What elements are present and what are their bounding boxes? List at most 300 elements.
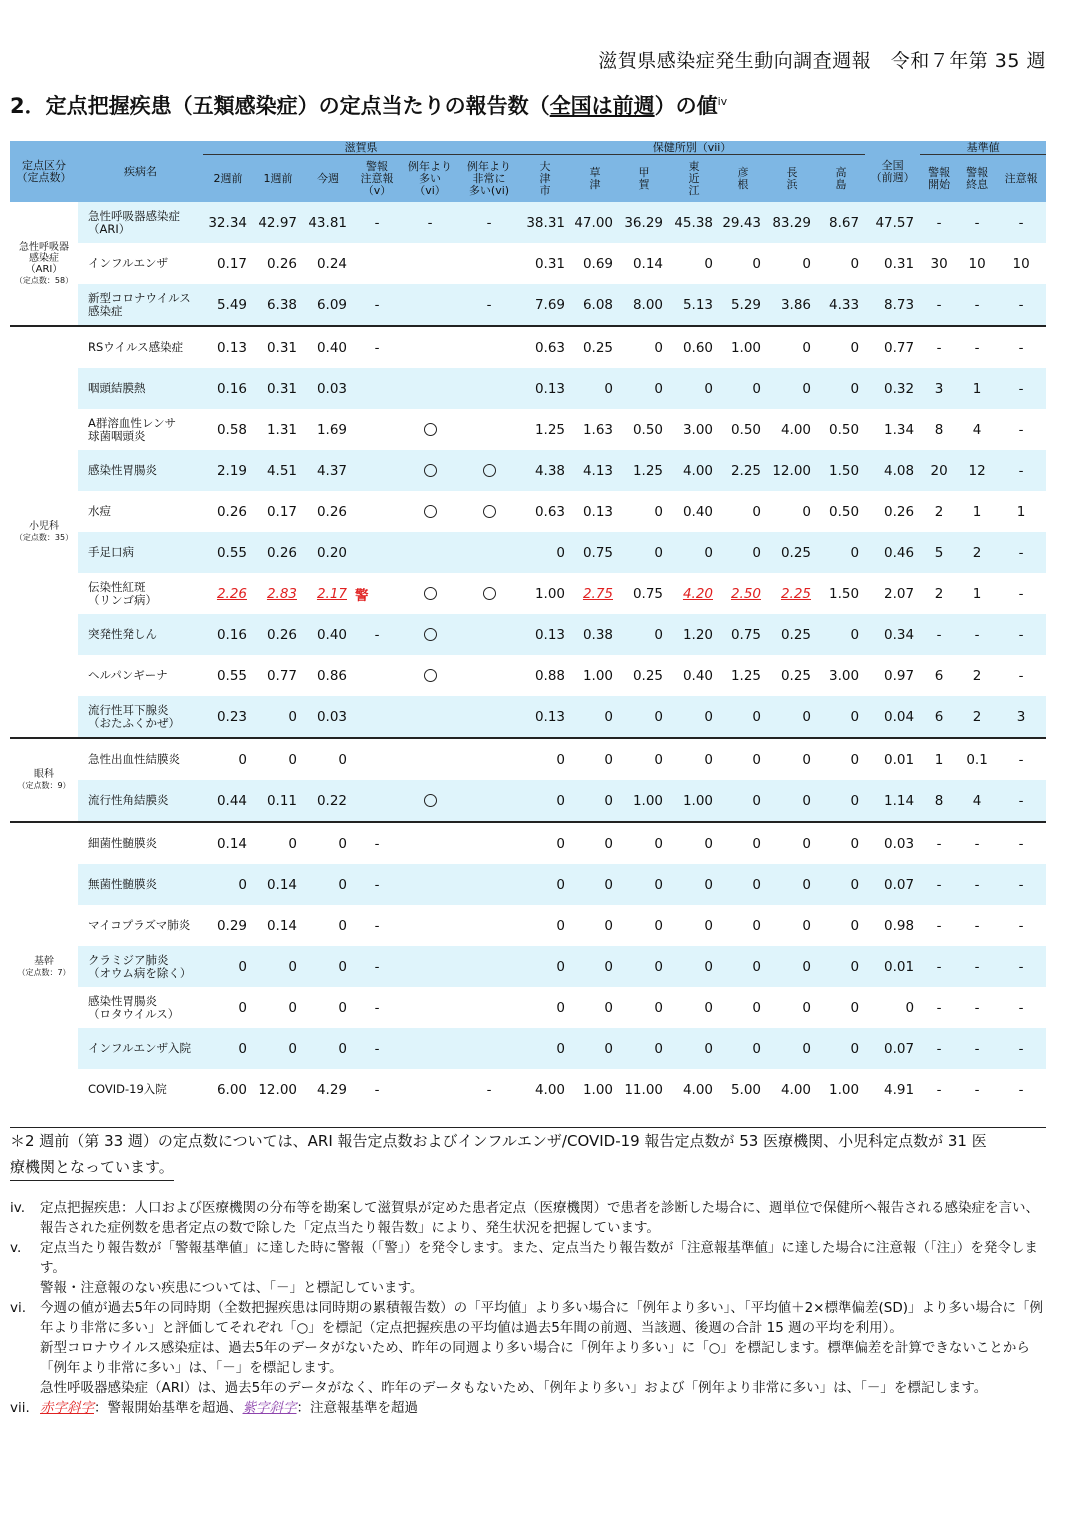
value-cell bbox=[996, 450, 1046, 491]
value-cell bbox=[353, 946, 401, 987]
value-cell bbox=[920, 614, 958, 655]
value-cell bbox=[865, 491, 920, 532]
value-cell bbox=[996, 905, 1046, 946]
value-cell bbox=[401, 987, 459, 1028]
value-cell bbox=[253, 1069, 303, 1110]
value-text: 0.25 bbox=[780, 544, 811, 561]
value-text: 10 bbox=[968, 255, 986, 272]
value-text: 0 bbox=[338, 917, 347, 934]
value-text: - bbox=[1018, 667, 1024, 684]
value-cell bbox=[203, 326, 253, 368]
value-text: 2.26 bbox=[216, 585, 247, 602]
value-cell bbox=[719, 655, 767, 696]
value-cell bbox=[253, 409, 303, 450]
value-text: 0.14 bbox=[632, 255, 663, 272]
value-cell bbox=[253, 822, 303, 864]
value-text: 0.14 bbox=[266, 917, 297, 934]
value-text: - bbox=[974, 626, 980, 643]
value-cell bbox=[920, 738, 958, 780]
value-text: 0.03 bbox=[316, 380, 347, 397]
header-disease: 疾病名 bbox=[78, 141, 203, 202]
value-cell bbox=[459, 1028, 519, 1069]
value-text: 1.00 bbox=[534, 585, 565, 602]
value-text: 1 bbox=[972, 503, 982, 520]
value-cell bbox=[719, 368, 767, 409]
value-text: 0.11 bbox=[266, 792, 297, 809]
disease-name: クラミジア肺炎 （オウム病を除く） bbox=[78, 946, 203, 987]
column-header-kusatsu: 草 津 bbox=[571, 155, 619, 203]
value-cell bbox=[920, 1069, 958, 1110]
value-text: 47.57 bbox=[875, 214, 915, 231]
value-text: - bbox=[1018, 462, 1024, 479]
value-cell bbox=[303, 780, 353, 822]
value-text: 0.14 bbox=[216, 835, 247, 852]
table-row bbox=[10, 655, 1046, 696]
value-cell bbox=[401, 284, 459, 326]
value-cell bbox=[865, 987, 920, 1028]
value-cell bbox=[571, 532, 619, 573]
value-cell bbox=[996, 696, 1046, 738]
value-text: 0 bbox=[654, 751, 663, 768]
value-cell bbox=[669, 202, 719, 243]
value-cell bbox=[353, 491, 401, 532]
value-cell bbox=[767, 987, 817, 1028]
value-text: 8.00 bbox=[632, 296, 663, 313]
value-text: 0 bbox=[654, 876, 663, 893]
value-cell bbox=[619, 1069, 669, 1110]
value-text: 0.13 bbox=[534, 380, 565, 397]
value-text: 0 bbox=[704, 999, 713, 1016]
value-cell bbox=[619, 450, 669, 491]
value-text: 0 bbox=[238, 958, 247, 975]
value-cell bbox=[303, 368, 353, 409]
legend-red-text: ：警報開始基準を超過、 bbox=[94, 1400, 243, 1416]
value-text: 0 bbox=[604, 917, 613, 934]
value-cell bbox=[571, 905, 619, 946]
circle-mark-icon bbox=[483, 587, 496, 600]
value-cell bbox=[865, 738, 920, 780]
value-cell bbox=[303, 696, 353, 738]
footnote-line1: ＊2 週前（第 33 週）の定点数については、ARI 報告定点数およびインフルエンザ/COVID-19 報告定点数が 53 医療機関、小児科定点数が 31 医 bbox=[10, 1132, 987, 1150]
value-text: - bbox=[974, 958, 980, 975]
value-text: 0 bbox=[752, 958, 761, 975]
value-text: 0.07 bbox=[884, 876, 915, 893]
circle-mark-icon bbox=[424, 464, 437, 477]
value-cell bbox=[253, 326, 303, 368]
value-text: 0.26 bbox=[316, 503, 347, 520]
value-text: 0 bbox=[338, 835, 347, 852]
value-cell bbox=[459, 987, 519, 1028]
value-cell bbox=[865, 614, 920, 655]
value-text: 0.13 bbox=[582, 503, 613, 520]
value-cell bbox=[401, 822, 459, 864]
value-cell bbox=[571, 202, 619, 243]
value-cell bbox=[996, 409, 1046, 450]
value-cell bbox=[619, 368, 669, 409]
value-text: 0 bbox=[752, 255, 761, 272]
value-text: 1.00 bbox=[730, 339, 761, 356]
value-cell bbox=[669, 946, 719, 987]
value-cell bbox=[920, 822, 958, 864]
value-cell bbox=[253, 573, 303, 614]
value-cell bbox=[865, 780, 920, 822]
column-header-more: 例年より 多い （vi） bbox=[401, 155, 459, 203]
value-text: - bbox=[936, 917, 942, 934]
value-cell bbox=[203, 905, 253, 946]
value-cell bbox=[353, 532, 401, 573]
value-cell bbox=[767, 202, 817, 243]
value-cell bbox=[817, 368, 865, 409]
disease-name: 急性呼吸器感染症 （ARI） bbox=[78, 202, 203, 243]
disease-name: インフルエンザ入院 bbox=[78, 1028, 203, 1069]
value-cell bbox=[353, 326, 401, 368]
value-cell bbox=[669, 987, 719, 1028]
value-cell bbox=[817, 409, 865, 450]
table-row bbox=[10, 202, 1046, 243]
value-cell bbox=[817, 202, 865, 243]
value-text: 4.00 bbox=[682, 1081, 713, 1098]
value-text: 0.17 bbox=[216, 255, 247, 272]
value-cell bbox=[203, 946, 253, 987]
value-cell bbox=[996, 738, 1046, 780]
value-text: 4.29 bbox=[316, 1081, 347, 1098]
value-cell bbox=[865, 450, 920, 491]
value-text: 30 bbox=[930, 255, 948, 272]
value-cell bbox=[817, 822, 865, 864]
value-cell bbox=[303, 284, 353, 326]
value-cell bbox=[767, 573, 817, 614]
circle-mark-icon bbox=[424, 423, 437, 436]
value-cell bbox=[619, 202, 669, 243]
value-text: 5 bbox=[934, 544, 944, 561]
value-cell bbox=[203, 409, 253, 450]
value-cell bbox=[253, 696, 303, 738]
value-cell bbox=[459, 738, 519, 780]
value-text: 0 bbox=[704, 835, 713, 852]
value-text: - bbox=[974, 835, 980, 852]
value-cell bbox=[669, 450, 719, 491]
value-cell bbox=[719, 202, 767, 243]
value-cell bbox=[996, 1069, 1046, 1110]
value-text: 0 bbox=[654, 503, 663, 520]
value-text: 12 bbox=[968, 462, 986, 479]
value-cell bbox=[817, 326, 865, 368]
value-text: 6.38 bbox=[266, 296, 297, 313]
value-cell bbox=[519, 532, 571, 573]
value-text: 0 bbox=[802, 876, 811, 893]
value-text: 1 bbox=[934, 751, 944, 768]
value-cell bbox=[719, 696, 767, 738]
value-text: 0 bbox=[556, 958, 565, 975]
value-text: - bbox=[374, 296, 380, 313]
value-text: 0 bbox=[604, 835, 613, 852]
value-text: 0 bbox=[604, 999, 613, 1016]
value-text: 1 bbox=[972, 585, 982, 602]
value-cell bbox=[958, 532, 996, 573]
value-cell bbox=[619, 905, 669, 946]
value-cell bbox=[571, 1069, 619, 1110]
value-cell bbox=[719, 532, 767, 573]
value-text: 1.50 bbox=[829, 585, 860, 602]
value-text: 0 bbox=[604, 708, 613, 725]
value-cell bbox=[817, 1069, 865, 1110]
value-cell bbox=[203, 450, 253, 491]
value-cell bbox=[669, 491, 719, 532]
value-cell bbox=[303, 491, 353, 532]
value-text: 2 bbox=[934, 503, 944, 520]
value-cell bbox=[303, 1028, 353, 1069]
value-cell bbox=[920, 202, 958, 243]
value-cell bbox=[817, 780, 865, 822]
value-text: 0 bbox=[288, 835, 297, 852]
value-cell bbox=[401, 491, 459, 532]
value-text: 1.00 bbox=[829, 1081, 860, 1098]
value-text: - bbox=[374, 626, 380, 643]
value-cell bbox=[459, 1069, 519, 1110]
value-cell bbox=[719, 284, 767, 326]
value-text: 0 bbox=[654, 835, 663, 852]
value-text: - bbox=[936, 958, 942, 975]
legend-purple-label: 紫字斜字 bbox=[242, 1400, 297, 1416]
value-cell bbox=[719, 780, 767, 822]
value-text: 5.00 bbox=[730, 1081, 761, 1098]
value-cell bbox=[459, 614, 519, 655]
value-cell bbox=[203, 243, 253, 284]
value-text: 2 bbox=[972, 708, 982, 725]
value-cell bbox=[817, 738, 865, 780]
value-text: 0.26 bbox=[266, 255, 297, 272]
value-cell bbox=[920, 946, 958, 987]
category-label: 急性呼吸器 感染症 （ARI） bbox=[19, 241, 69, 275]
value-text: 0 bbox=[850, 835, 860, 852]
value-text: 0 bbox=[905, 999, 915, 1016]
value-cell bbox=[303, 450, 353, 491]
value-cell bbox=[669, 573, 719, 614]
value-text: 1.31 bbox=[266, 421, 297, 438]
value-cell bbox=[719, 905, 767, 946]
note-vi bbox=[10, 1298, 1050, 1398]
value-cell bbox=[459, 573, 519, 614]
value-text: 7.69 bbox=[534, 296, 565, 313]
value-cell bbox=[353, 987, 401, 1028]
value-cell bbox=[817, 491, 865, 532]
value-text: 3.86 bbox=[780, 296, 811, 313]
value-text: - bbox=[936, 835, 942, 852]
value-text: 0 bbox=[704, 917, 713, 934]
value-text: 0 bbox=[802, 917, 811, 934]
value-text: 0.26 bbox=[884, 503, 915, 520]
value-cell bbox=[303, 864, 353, 905]
value-text: 0.50 bbox=[632, 421, 663, 438]
value-cell bbox=[253, 780, 303, 822]
value-text: 43.81 bbox=[308, 214, 347, 231]
value-cell bbox=[865, 822, 920, 864]
value-cell bbox=[817, 532, 865, 573]
value-cell bbox=[203, 655, 253, 696]
value-cell bbox=[303, 905, 353, 946]
disease-name: 水痘 bbox=[88, 504, 111, 518]
value-cell bbox=[669, 780, 719, 822]
value-text: 0 bbox=[604, 958, 613, 975]
value-text: 0 bbox=[338, 999, 347, 1016]
value-text: 0 bbox=[752, 751, 761, 768]
footnote-line2: 療機関となっています。 bbox=[10, 1154, 174, 1181]
column-header-w2: 2週前 bbox=[203, 155, 253, 203]
value-text: 0.75 bbox=[582, 544, 613, 561]
value-cell bbox=[767, 243, 817, 284]
value-cell bbox=[303, 202, 353, 243]
value-text: 0.23 bbox=[216, 708, 247, 725]
value-text: 8.67 bbox=[829, 214, 860, 231]
title-suffix: ）の値 bbox=[654, 94, 718, 118]
value-text: - bbox=[1018, 214, 1024, 231]
value-text: 47.00 bbox=[574, 214, 613, 231]
note-text: 定点把握疾患：人口および医療機関の分布等を勘案して滋賀県が定めた患者定点（医療機関）で患者を診断した場合に、週単位で保健所へ報告される感染症を言い、報告された症例数を患者定点の数で除した「定点当たり報告数」により、発生状況を把握しています。 bbox=[40, 1200, 1039, 1236]
value-cell bbox=[719, 822, 767, 864]
value-cell bbox=[253, 450, 303, 491]
value-text: 0.13 bbox=[216, 339, 247, 356]
value-cell bbox=[303, 987, 353, 1028]
value-text: 1 bbox=[972, 380, 982, 397]
value-cell bbox=[459, 822, 519, 864]
value-text: 0.26 bbox=[266, 544, 297, 561]
value-cell bbox=[817, 655, 865, 696]
value-cell bbox=[865, 696, 920, 738]
value-cell bbox=[619, 326, 669, 368]
value-text: 4.37 bbox=[316, 462, 347, 479]
value-text: 1.69 bbox=[316, 421, 347, 438]
value-cell bbox=[996, 573, 1046, 614]
value-cell bbox=[203, 696, 253, 738]
value-cell bbox=[920, 532, 958, 573]
table-row bbox=[10, 738, 1046, 780]
value-text: 8 bbox=[934, 792, 944, 809]
value-cell bbox=[353, 738, 401, 780]
value-cell bbox=[920, 696, 958, 738]
column-header-chuiho: 注意報 bbox=[996, 155, 1046, 203]
value-text: 4.13 bbox=[582, 462, 613, 479]
value-text: 0.38 bbox=[582, 626, 613, 643]
value-cell bbox=[719, 1028, 767, 1069]
value-cell bbox=[920, 409, 958, 450]
note-vii bbox=[10, 1398, 1050, 1418]
value-text: 0.40 bbox=[316, 339, 347, 356]
value-text: 6.00 bbox=[216, 1081, 247, 1098]
category-label: 小児科 bbox=[29, 521, 59, 532]
value-cell bbox=[669, 1028, 719, 1069]
value-cell bbox=[865, 573, 920, 614]
value-text: 0 bbox=[752, 792, 761, 809]
value-cell bbox=[519, 243, 571, 284]
value-cell bbox=[920, 243, 958, 284]
disease-name: 感染性胃腸炎 （ロタウイルス） bbox=[88, 993, 180, 1021]
value-text: 0 bbox=[654, 708, 663, 725]
value-cell bbox=[401, 368, 459, 409]
value-text: - bbox=[1018, 751, 1024, 768]
value-text: 12.00 bbox=[258, 1081, 297, 1098]
value-cell bbox=[817, 573, 865, 614]
disease-table bbox=[10, 141, 1046, 1110]
value-text: 0.98 bbox=[884, 917, 915, 934]
column-header-takashima: 高 島 bbox=[817, 155, 865, 203]
circle-mark-icon bbox=[424, 505, 437, 518]
value-cell bbox=[353, 864, 401, 905]
value-cell bbox=[669, 738, 719, 780]
value-text: - bbox=[936, 1040, 942, 1057]
value-text: 3 bbox=[934, 380, 944, 397]
value-cell bbox=[353, 1028, 401, 1069]
value-cell bbox=[996, 284, 1046, 326]
value-cell bbox=[767, 450, 817, 491]
value-text: 0 bbox=[238, 876, 247, 893]
value-cell bbox=[401, 738, 459, 780]
value-cell bbox=[767, 1028, 817, 1069]
value-cell bbox=[353, 368, 401, 409]
value-text: 0.04 bbox=[884, 708, 915, 725]
column-header-higashiomi: 東 近 江 bbox=[669, 155, 719, 203]
legend-red-label: 赤字斜字 bbox=[40, 1400, 94, 1416]
value-text: 0.31 bbox=[534, 255, 565, 272]
value-text: 0 bbox=[654, 339, 663, 356]
disease-name: 咽頭結膜熱 bbox=[78, 368, 203, 409]
value-cell bbox=[571, 1028, 619, 1069]
value-text: 0 bbox=[604, 792, 613, 809]
value-cell bbox=[571, 696, 619, 738]
value-cell bbox=[303, 822, 353, 864]
value-cell bbox=[920, 573, 958, 614]
value-cell bbox=[519, 368, 571, 409]
value-text: 0 bbox=[238, 1040, 247, 1057]
value-text: 0 bbox=[288, 999, 297, 1016]
value-text: 0.29 bbox=[216, 917, 247, 934]
value-text: 2 bbox=[934, 585, 944, 602]
section-title bbox=[10, 90, 727, 120]
note-v bbox=[10, 1238, 1050, 1298]
value-text: 0.20 bbox=[316, 544, 347, 561]
disease-name: 急性出血性結膜炎 bbox=[78, 738, 203, 780]
value-text: 0 bbox=[752, 917, 761, 934]
value-text: 0.34 bbox=[884, 626, 915, 643]
value-text: 0 bbox=[850, 1040, 860, 1057]
value-text: - bbox=[486, 296, 492, 313]
value-text: 0 bbox=[802, 958, 811, 975]
title-underlined: 全国は前週 bbox=[549, 94, 655, 118]
value-text: - bbox=[1018, 835, 1024, 852]
circle-mark-icon bbox=[483, 464, 496, 477]
value-text: 0.50 bbox=[730, 421, 761, 438]
value-text: - bbox=[1018, 792, 1024, 809]
value-text: - bbox=[1018, 917, 1024, 934]
value-text: 0 bbox=[802, 835, 811, 852]
value-cell bbox=[353, 284, 401, 326]
value-cell bbox=[920, 905, 958, 946]
value-text: 0 bbox=[802, 255, 811, 272]
value-cell bbox=[865, 655, 920, 696]
table-row bbox=[10, 1028, 1046, 1069]
value-cell bbox=[767, 946, 817, 987]
value-text: 42.97 bbox=[258, 214, 297, 231]
value-cell bbox=[767, 1069, 817, 1110]
value-text: - bbox=[936, 999, 942, 1016]
value-text: 36.29 bbox=[624, 214, 663, 231]
table-row bbox=[10, 284, 1046, 326]
value-cell bbox=[719, 573, 767, 614]
table-row bbox=[10, 822, 1046, 864]
value-text: 0.55 bbox=[216, 544, 247, 561]
table-row bbox=[10, 987, 1046, 1028]
value-text: 0.26 bbox=[216, 503, 247, 520]
value-text: 0.03 bbox=[316, 708, 347, 725]
